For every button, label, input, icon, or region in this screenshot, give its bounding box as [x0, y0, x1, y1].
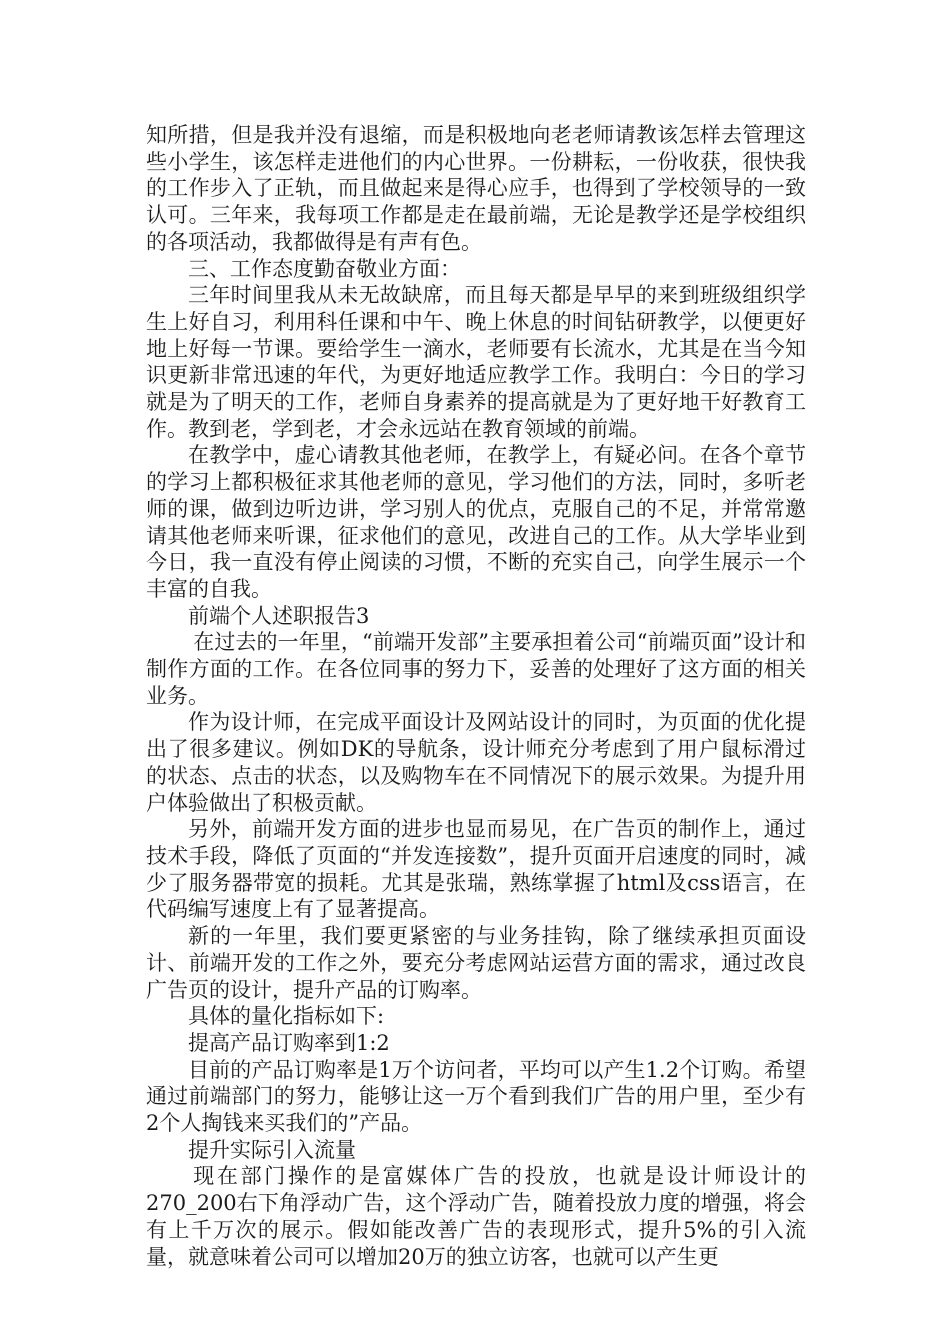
- document-body: [146, 122, 806, 1270]
- paragraph-metric-traffic: 提升实际引入流量: [188, 1137, 356, 1162]
- paragraph-past-year: 在过去的一年里，“前端开发部”主要承担着公司“前端页面”设计和制作方面的工作。在各位同事的努力下，妥善的处理好了这方面的相关业务。: [146, 630, 806, 708]
- paragraph-attendance: 三年时间里我从未无故缺席，而且每天都是早早的来到班级组织学生上好自习，利用科任课和中午、晚上休息的时间钻研教学，以便更好地上好每一节课。要给学生一滴水，老师要有长流水，尤其是在当今知识更新非常迅速的年代，为更好地适应教学工作。我明白：今日的学习就是为了明天的工作，老师自身素养的提高就是为了更好地干好教育工作。教到老，学到老，才会永远站在教育领域的前端。: [146, 283, 806, 441]
- paragraph-new-year: 新的一年里，我们要更紧密的与业务挂钩，除了继续承担页面设计、前端开发的工作之外，要充分考虑网站运营方面的需求，通过改良广告页的设计，提升产品的订购率。: [146, 924, 806, 1002]
- paragraph-teaching: 在教学中，虚心请教其他老师，在教学上，有疑必问。在各个章节的学习上都积极征求其他老师的意见，学习他们的方法，同时，多听老师的课，做到边听边讲，学习别人的优点，克服自己的不足，并常常邀请其他老师来听课，征求他们的意见，改进自己的工作。从大学毕业到今日，我一直没有停止阅读的习惯，不断的充实自己，向学生展示一个丰富的自我。: [146, 443, 806, 601]
- paragraph-designer: 作为设计师，在完成平面设计及网站设计的同时，为页面的优化提出了很多建议。例如DK的导航条，设计师充分考虑到了用户鼠标滑过的状态、点击的状态，以及购物车在不同情况下的展示效果。为提升用户体验做出了积极贡献。: [146, 710, 806, 815]
- paragraph-metrics-intro: 具体的量化指标如下:: [188, 1004, 385, 1029]
- paragraph-continuation: 知所措，但是我并没有退缩，而是积极地向老老师请教该怎样去管理这些小学生，该怎样走进他们的内心世界。一份耕耘，一份收获，很快我的工作步入了正轨，而且做起来是得心应手，也得到了学校领导的一致认可。三年来，我每项工作都是走在最前端，无论是教学还是学校组织的各项活动，我都做得是有声有色。: [146, 123, 806, 254]
- paragraph-order-rate-detail: 目前的产品订购率是1万个访问者，平均可以产生1.2个订购。希望通过前端部门的努力，能够让这一万个看到我们广告的用户里，至少有2个人掏钱来买我们的”产品。: [146, 1057, 806, 1136]
- paragraph-traffic-detail: 现在部门操作的是富媒体广告的投放，也就是设计师设计的270_200右下角浮动广告，这个浮动广告，随着投放力度的增强，将会有上千万次的展示。假如能改善广告的表现形式，提升5%的引入流量，就意味着公司可以增加20万的独立访客，也就可以产生更: [146, 1164, 806, 1269]
- paragraph-metric-order-rate: 提高产品订购率到1:2: [188, 1030, 390, 1055]
- report-title-3: 前端个人述职报告3: [188, 603, 370, 628]
- section-heading-work-attitude: 三、工作态度勤奋敬业方面：: [188, 256, 461, 281]
- paragraph-frontend-progress: 另外，前端开发方面的进步也显而易见，在广告页的制作上，通过技术手段，降低了页面的“并发连接数”，提升页面开启速度的同时，减少了服务器带宽的损耗。尤其是张瑞，熟练掌握了html及css语言，在代码编写速度上有了显著提高。: [146, 817, 806, 922]
